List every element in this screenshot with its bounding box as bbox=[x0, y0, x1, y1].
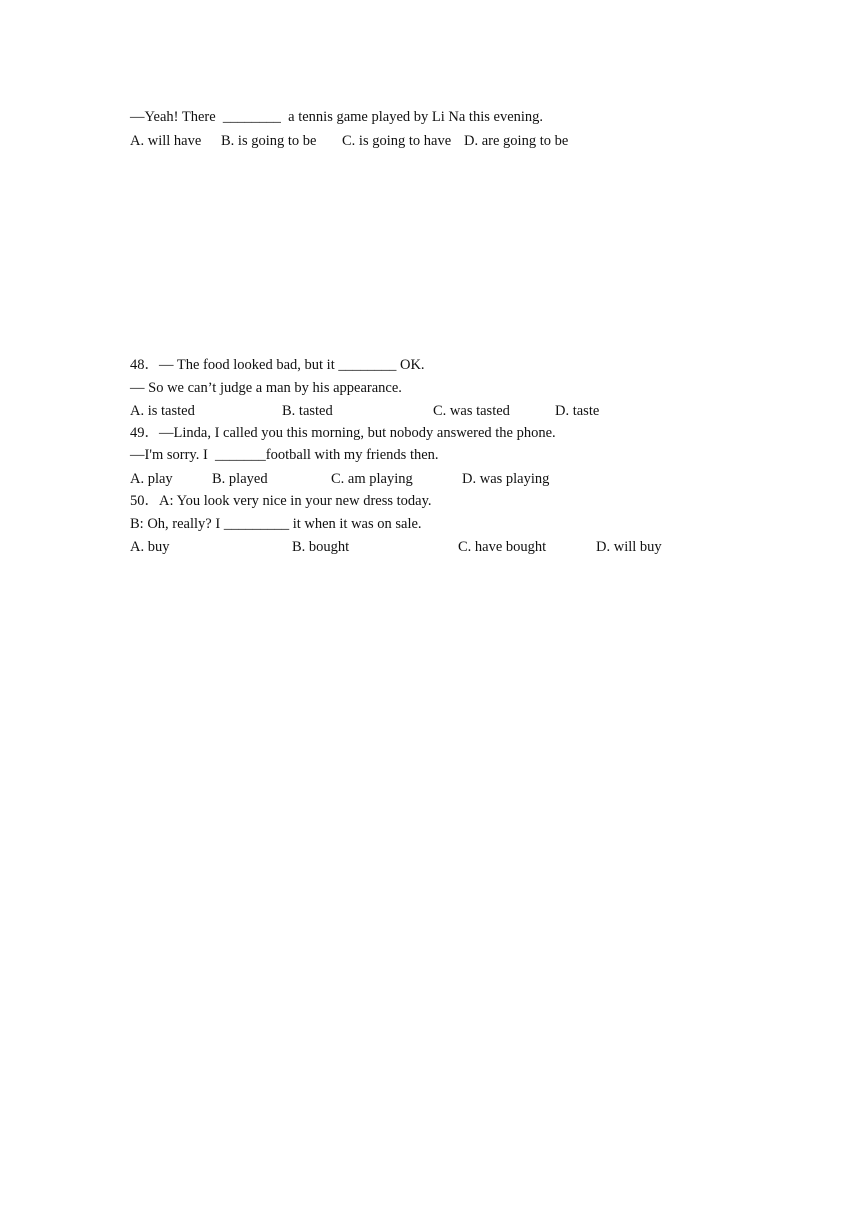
q48-option-c: C. was tasted bbox=[433, 403, 510, 419]
q47-option-c: C. is going to have bbox=[342, 133, 452, 149]
q48-option-d: D. taste bbox=[555, 403, 600, 419]
q50-option-a: A. buy bbox=[130, 539, 170, 555]
q48-option-a: A. is tasted bbox=[130, 403, 195, 419]
q50-option-d: D. will buy bbox=[596, 539, 662, 555]
q50-option-b: B. bought bbox=[292, 539, 350, 555]
q47-option-b: B. is going to be bbox=[221, 133, 317, 149]
q49-option-b: B. played bbox=[212, 471, 268, 487]
q49-option-d: D. was playing bbox=[462, 471, 550, 487]
q49-question: 49．—Linda, I called you this morning, but nobody answered the phone. bbox=[130, 425, 556, 441]
q49-option-a: A. play bbox=[130, 471, 173, 487]
q49-reply: —I'm sorry. I _______football with my friends then. bbox=[130, 447, 439, 463]
q50-reply: B: Oh, really? I _________ it when it was on sale. bbox=[130, 516, 422, 532]
q50-option-c: C. have bought bbox=[458, 539, 547, 555]
q48-option-b: B. tasted bbox=[282, 403, 333, 419]
q48-question: 48．— The food looked bad, but it ________ OK. bbox=[130, 357, 425, 373]
q50-question: 50．A: You look very nice in your new dress today. bbox=[130, 493, 432, 509]
q47-answer-line: —Yeah! There ________ a tennis game played by Li Na this evening. bbox=[130, 109, 544, 125]
q48-reply: — So we can’t judge a man by his appearance. bbox=[130, 380, 402, 396]
q47-option-a: A. will have bbox=[130, 133, 202, 149]
q47-option-d: D. are going to be bbox=[464, 133, 569, 149]
q49-option-c: C. am playing bbox=[331, 471, 413, 487]
